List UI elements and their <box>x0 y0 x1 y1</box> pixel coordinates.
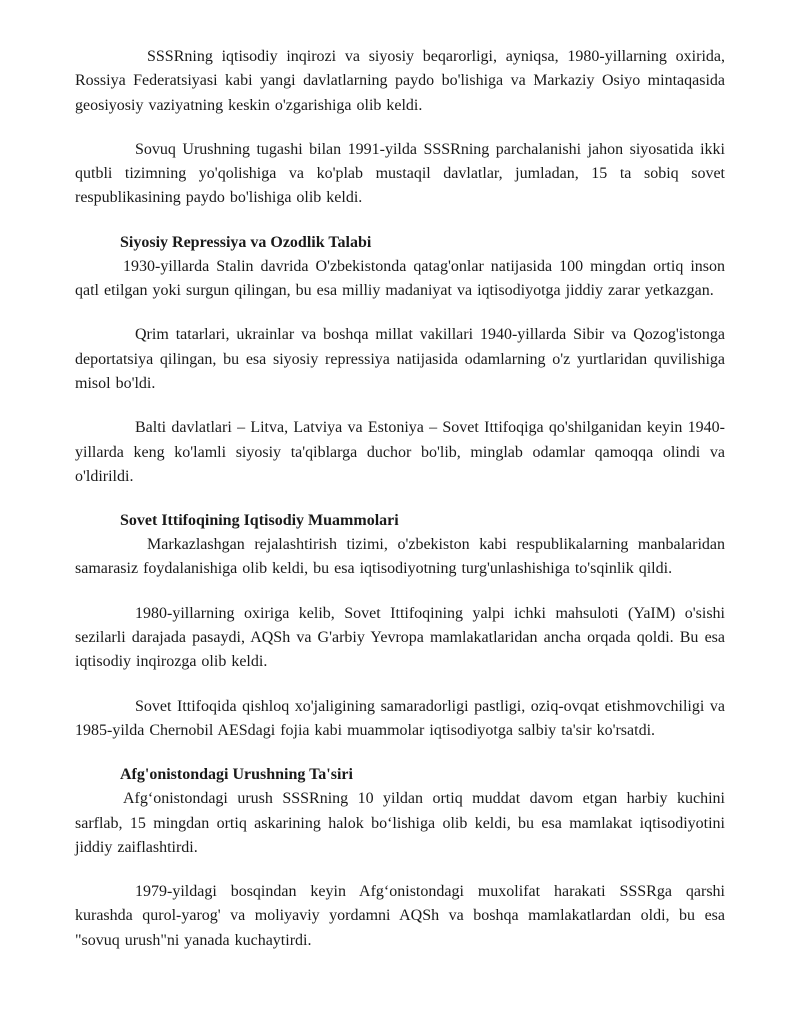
paragraph: Markazlashgan rejalashtirish tizimi, o'zbekiston kabi respublikalarning manbalaridan samarasiz foydalanishiga olib keldi, bu esa iqtisodiyotning turg'unlashishiga to'sqinlik qildi. <box>75 536 725 578</box>
paragraph: 1930-yillarda Stalin davrida O'zbekistonda qatag'onlar natijasida 100 mingdan ortiq inson qatl etilgan yoki surgun qilingan, bu esa milliy madaniyat va iqtisodiyotga jiddiy zarar yetkazgan. <box>75 257 725 300</box>
document-page <box>75 45 725 953</box>
paragraph: Afg‘onistondagi urush SSSRning 10 yildan ortiq muddat davom etgan harbiy kuchini sarflab, 15 mingdan ortiq askarining halok bo‘lishiga olib keldi, bu esa mamlakat iqtisodiyotini jiddiy zaiflashtirdi. <box>75 790 725 856</box>
paragraph: Sovet Ittifoqida qishloq xo'jaligining samaradorligi pastligi, oziq-ovqat etishmovchiligi va 1985-yilda Chernobil AESdagi fojia kabi muammolar iqtisodiyotga salbiy ta'sir ko'rsatdi. <box>75 697 725 739</box>
paragraph: 1980-yillarning oxiriga kelib, Sovet Ittifoqining yalpi ichki mahsuloti (YaIM) o'sishi sezilarli darajada pasaydi, AQSh va G'arbiy Yevropa mamlakatlaridan ancha orqada qoldi. Bu esa iqtisodiy inqirozga olib keldi. <box>75 604 725 671</box>
paragraph: Sovuq Urushning tugashi bilan 1991-yilda SSSRning parchalanishi jahon siyosatida ikki qutbli tizimning yo'qolishiga va ko'plab mustaqil davlatlar, jumladan, 15 ta sobiq sovet respublikasining paydo bo'lishiga olib keldi. <box>75 140 725 207</box>
paragraph: Balti davlatlari – Litva, Latviya va Estoniya – Sovet Ittifoqiga qo'shilganidan keyin 1940-yillarda keng ko'lamli siyosiy ta'qiblarga duchor bo'lib, minglab odamlar qamoqqa olindi va o'ldirildi. <box>75 419 725 485</box>
paragraph: 1979-yildagi bosqindan keyin Afg‘onistondagi muxolifat harakati SSSRga qarshi kurashda qurol-yarog' va moliyaviy yordamni AQSh va boshqa mamlakatlardan oldi, bu esa "sovuq urush"ni yanada kuchaytirdi. <box>75 883 725 949</box>
section-heading: Sovet Ittifoqining Iqtisodiy Muammolari <box>120 512 399 530</box>
section-heading: Afg'onistondagi Urushning Ta'siri <box>120 766 353 784</box>
paragraph: Qrim tatarlari, ukrainlar va boshqa millat vakillari 1940-yillarda Sibir va Qozog'istonga deportatsiya qilingan, bu esa siyosiy repressiya natijasida odamlarning o'z yurtlaridan quvilishiga misol bo'ldi. <box>75 326 725 392</box>
section-heading: Siyosiy Repressiya va Ozodlik Talabi <box>120 233 372 251</box>
paragraph: SSSRning iqtisodiy inqirozi va siyosiy beqarorligi, ayniqsa, 1980-yillarning oxirida, Rossiya Federatsiyasi kabi yangi davlatlarning paydo bo'lishiga va Markaziy Osiyo mintaqasida geosiyosiy vaziyatning keskin o'zgarishiga olib keldi. <box>75 48 725 114</box>
